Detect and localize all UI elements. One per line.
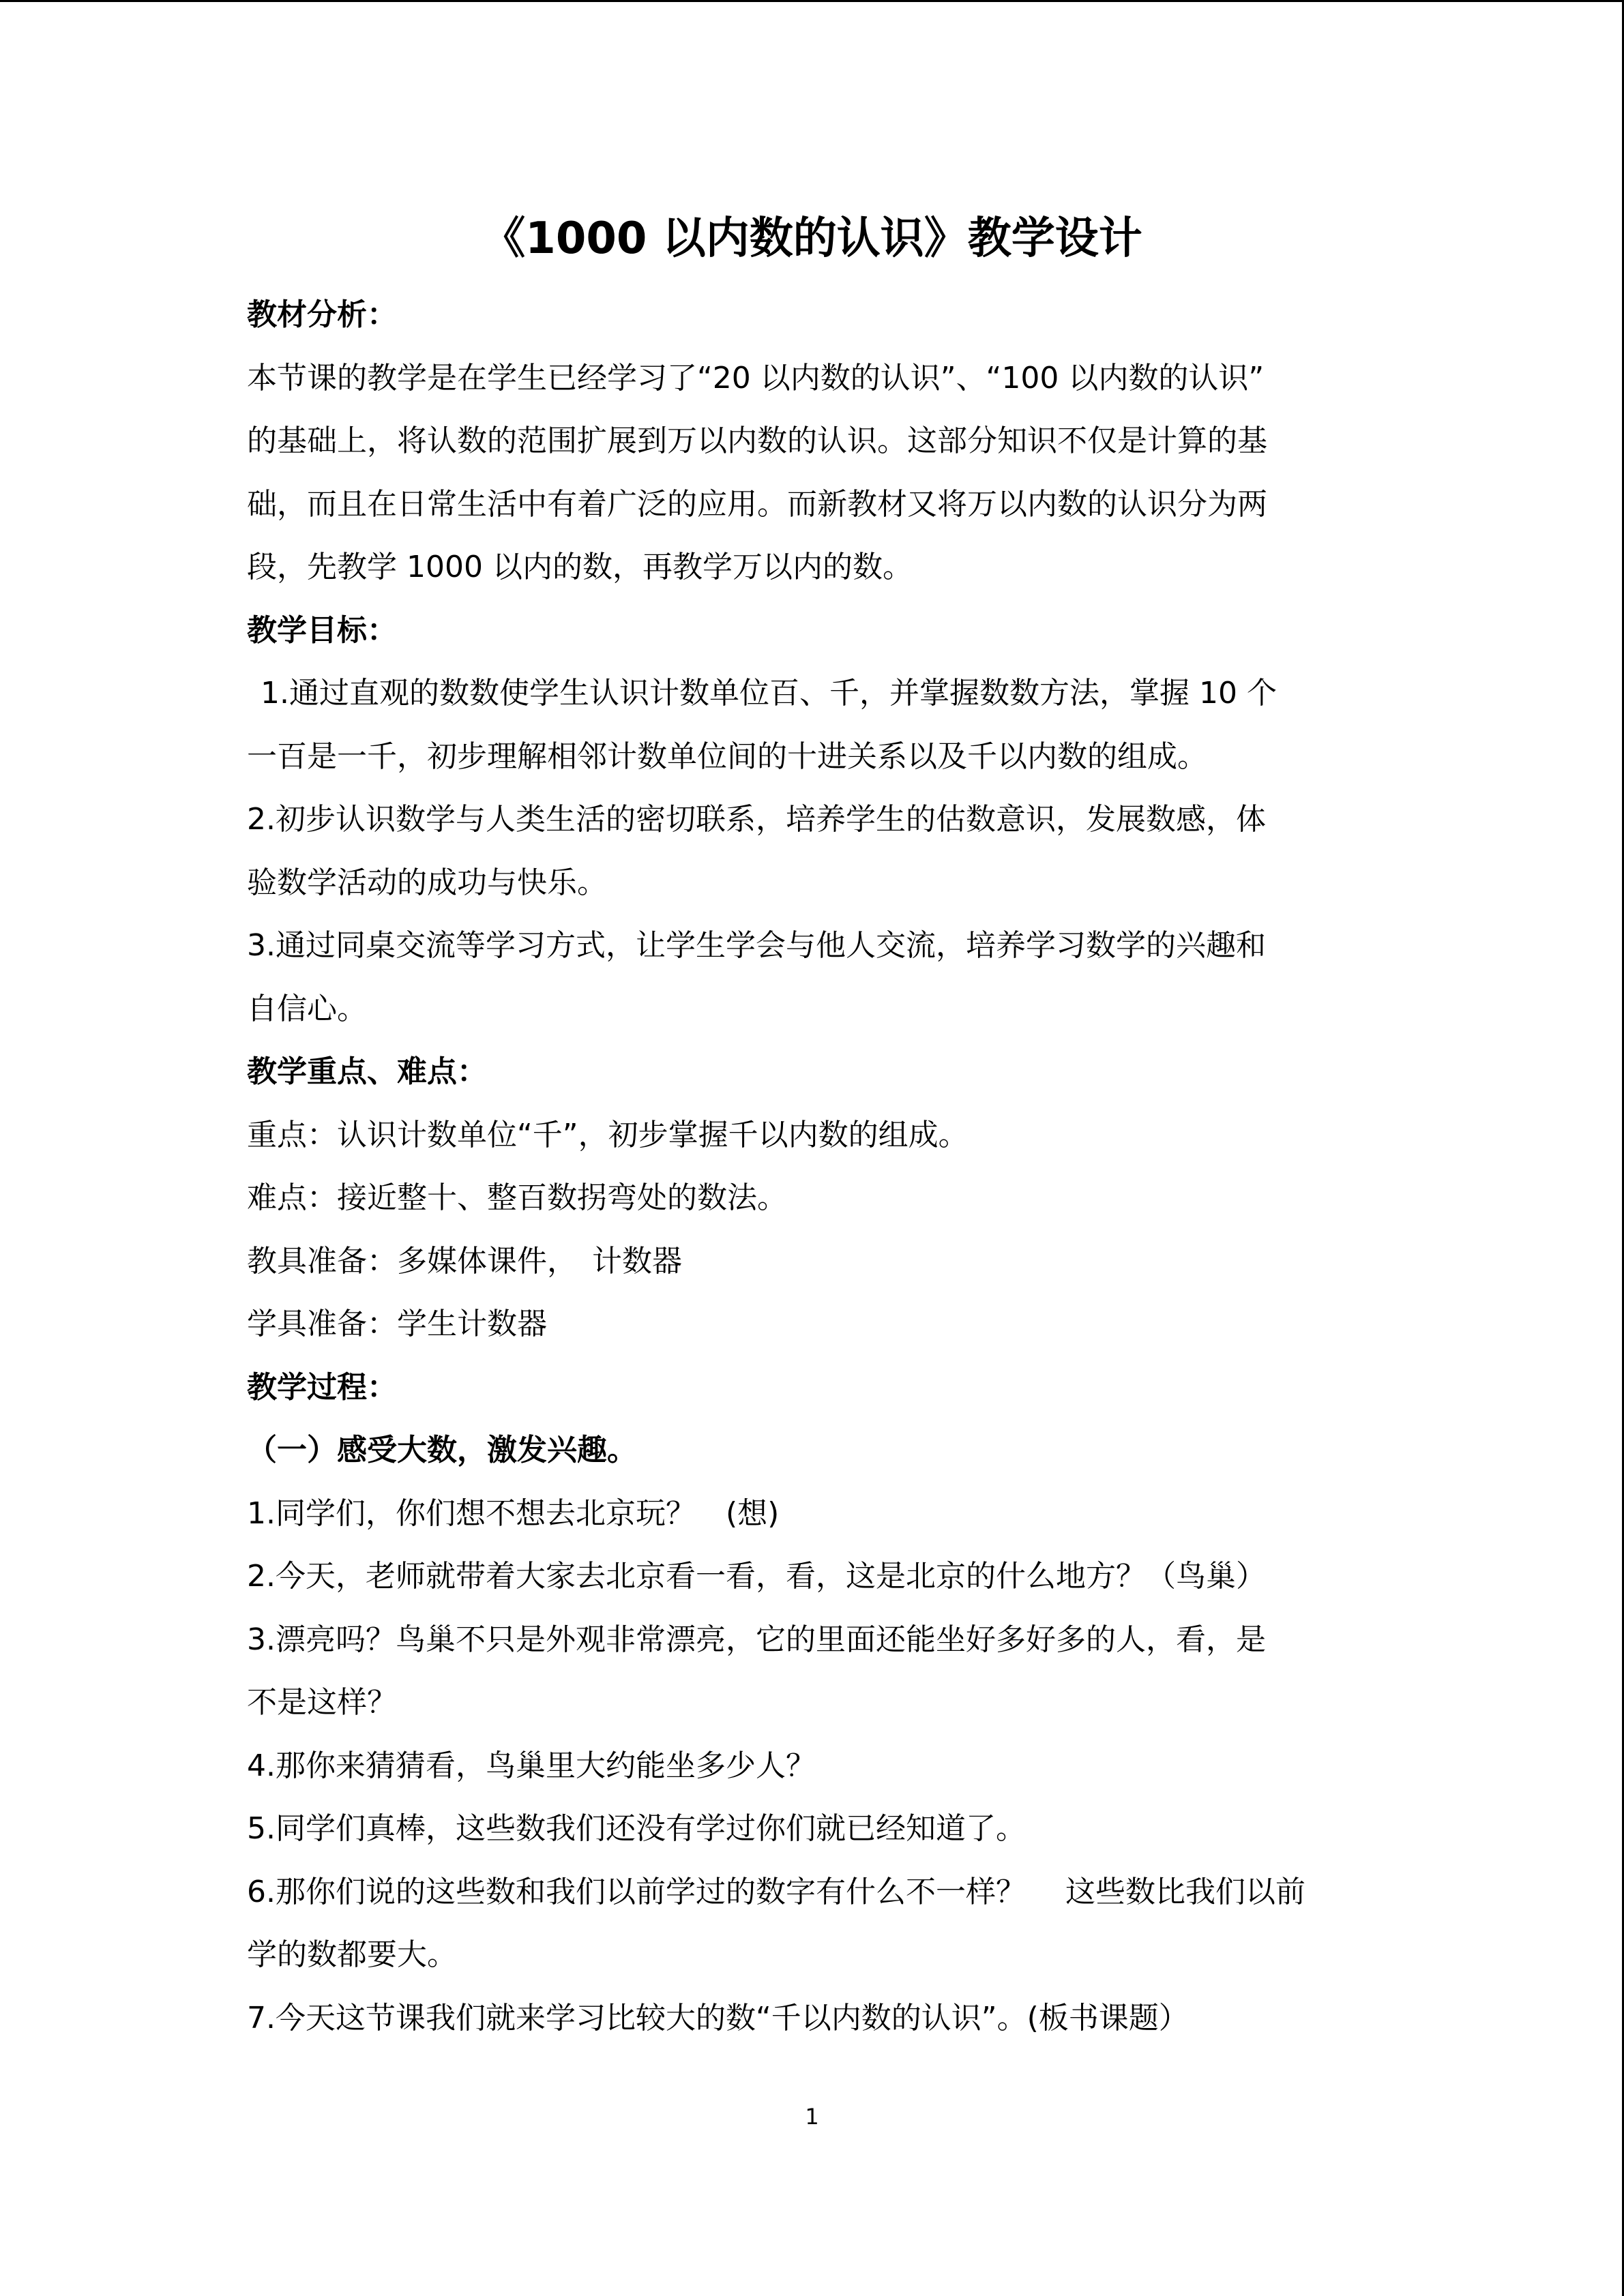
teaching-aids-line: 教具准备：多媒体课件， 计数器 bbox=[247, 1243, 682, 1279]
paragraph-line: 础，而且在日常生活中有着广泛的应用。而新教材又将万以内数的认识分为两 bbox=[247, 486, 1267, 522]
heading-key-points: 教学重点、难点： bbox=[247, 1054, 487, 1089]
goal-line: 一百是一千，初步理解相邻计数单位间的十进关系以及千以内数的组成。 bbox=[247, 739, 1207, 774]
learning-aids-line: 学具准备：学生计数器 bbox=[247, 1307, 547, 1341]
process-line: 2.今天，老师就带着大家去北京看一看，看，这是北京的什么地方？（鸟巢） bbox=[247, 1559, 1266, 1594]
goal-line: 3.通过同桌交流等学习方式，让学生学会与他人交流，培养学习数学的兴趣和 bbox=[247, 928, 1266, 963]
page-border-top bbox=[0, 0, 1624, 2]
section-heading-1: （一）感受大数，激发兴趣。 bbox=[247, 1433, 637, 1467]
heading-textbook-analysis: 教材分析： bbox=[247, 297, 397, 332]
heading-teaching-goals: 教学目标： bbox=[247, 612, 397, 648]
process-line: 5.同学们真棒，这些数我们还没有学过你们就已经知道了。 bbox=[247, 1811, 1026, 1846]
process-line: 不是这样？ bbox=[247, 1685, 397, 1720]
goal-line: 验数学活动的成功与快乐。 bbox=[247, 865, 607, 900]
page-number: 1 bbox=[805, 2104, 819, 2130]
process-line: 7.今天这节课我们就来学习比较大的数“千以内数的认识”。(板书课题） bbox=[247, 2000, 1189, 2036]
paragraph-line: 的基础上，将认数的范围扩展到万以内数的认识。这部分知识不仅是计算的基 bbox=[247, 423, 1267, 458]
process-line: 4.那你来猜猜看，鸟巢里大约能坐多少人？ bbox=[247, 1748, 816, 1783]
document-title: 《1000 以内数的认识》教学设计 bbox=[482, 213, 1142, 264]
process-line: 6.那你们说的这些数和我们以前学过的数字有什么不一样？ 这些数比我们以前 bbox=[247, 1874, 1305, 1909]
key-point-line: 重点：认识计数单位“千”，初步掌握千以内数的组成。 bbox=[247, 1117, 969, 1152]
process-line: 1.同学们，你们想不想去北京玩？ (想) bbox=[247, 1495, 780, 1531]
goal-line: 1.通过直观的数数使学生认识计数单位百、千，并掌握数数方法，掌握 10 个 bbox=[261, 676, 1277, 711]
goal-line: 2.初步认识数学与人类生活的密切联系，培养学生的估数意识，发展数感，体 bbox=[247, 802, 1266, 837]
document-body bbox=[247, 284, 1379, 2050]
process-line: 3.漂亮吗？鸟巢不只是外观非常漂亮，它的里面还能坐好多好多的人，看，是 bbox=[247, 1622, 1266, 1657]
heading-teaching-process: 教学过程： bbox=[247, 1369, 397, 1405]
goal-line: 自信心。 bbox=[247, 991, 367, 1026]
difficulty-line: 难点：接近整十、整百数拐弯处的数法。 bbox=[247, 1180, 787, 1215]
paragraph-line: 段，先教学 1000 以内的数，再教学万以内的数。 bbox=[247, 550, 913, 584]
process-line: 学的数都要大。 bbox=[247, 1937, 457, 1972]
paragraph-line: 本节课的教学是在学生已经学习了“20 以内数的认识”、“100 以内数的认识” bbox=[247, 360, 1265, 396]
